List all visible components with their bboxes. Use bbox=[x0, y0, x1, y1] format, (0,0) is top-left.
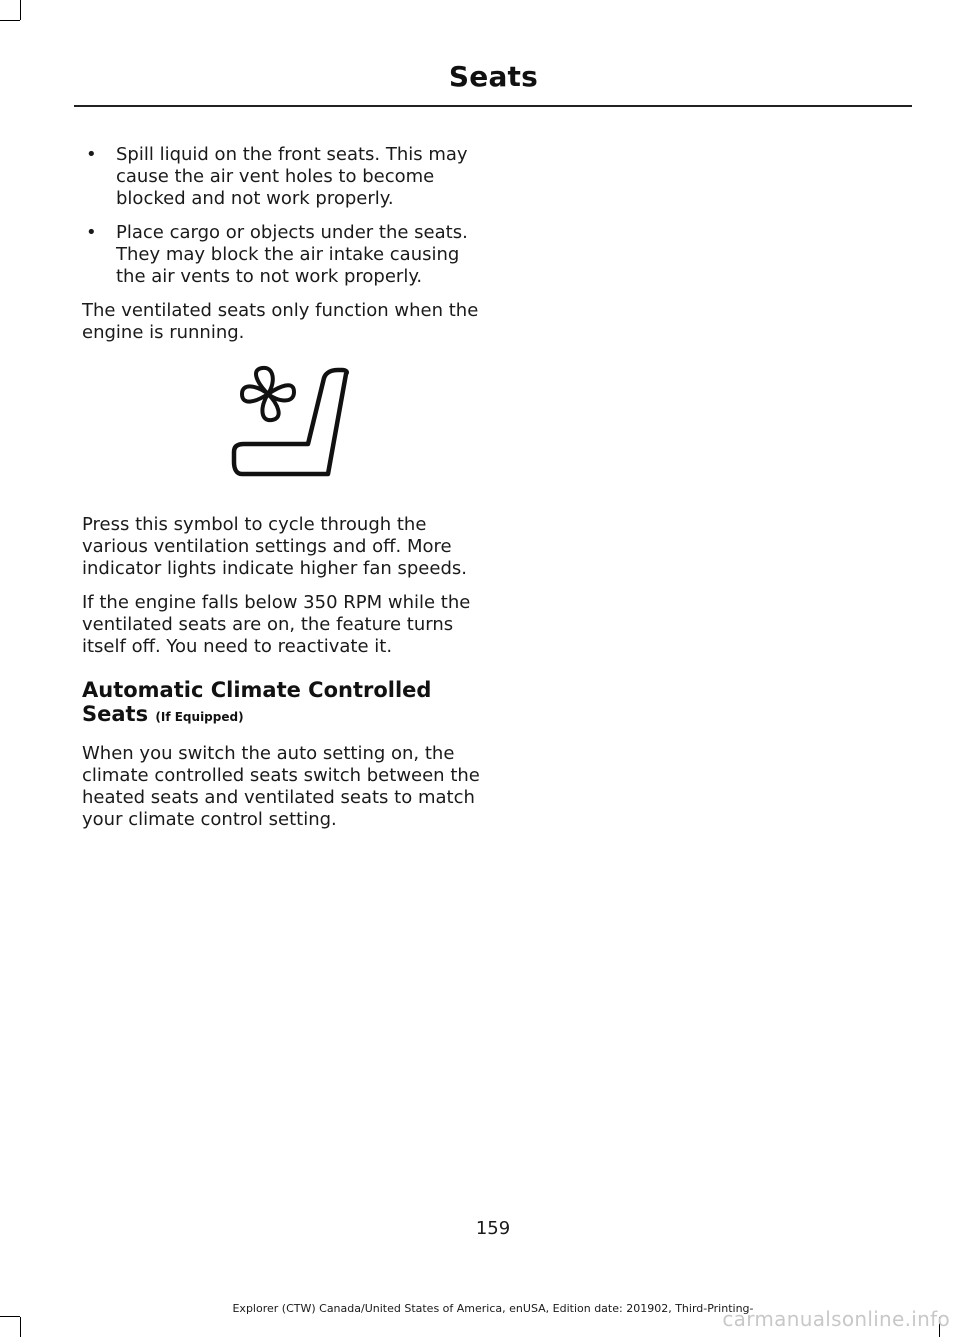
section-heading bbox=[82, 678, 482, 729]
bullet-text: Spill liquid on the front seats. This may cause the air vent holes to become blocked and not work properly. bbox=[116, 144, 468, 209]
page-number: 159 bbox=[475, 1218, 511, 1239]
list-item bbox=[82, 144, 482, 210]
figure bbox=[82, 358, 482, 498]
bullet-list bbox=[82, 144, 482, 288]
bullet-marker: • bbox=[86, 222, 97, 243]
paragraph-auto-setting: When you switch the auto setting on, the climate controlled seats switch between the heated seats and ventilated seats to match your climate control setting. bbox=[82, 743, 480, 830]
crop-mark-top-left-h bbox=[0, 20, 20, 21]
ventilated-seat-icon bbox=[228, 364, 358, 488]
watermark: carmanualsonline.info bbox=[722, 1307, 950, 1331]
paragraph-rpm: If the engine falls below 350 RPM while the ventilated seats are on, the feature turns itself off. You need to reactivate it. bbox=[82, 592, 471, 657]
edition-line: Explorer (CTW) Canada/United States of America, enUSA, Edition date: 201902, Third-Printing- bbox=[232, 1302, 754, 1315]
paragraph-press-symbol: Press this symbol to cycle through the various ventilation settings and off. More indicator lights indicate higher fan speeds. bbox=[82, 514, 467, 579]
content-column bbox=[82, 144, 482, 843]
paragraph-function: The ventilated seats only function when the engine is running. bbox=[82, 300, 479, 343]
crop-mark-bottom-left-h bbox=[0, 1316, 20, 1317]
section-heading-text: Automatic Climate Controlled Seats bbox=[82, 678, 432, 726]
bullet-text: Place cargo or objects under the seats. They may block the air intake causing the air vents to not work properly. bbox=[116, 222, 468, 287]
header-divider bbox=[74, 105, 912, 107]
crop-mark-bottom-left-v bbox=[20, 1317, 21, 1337]
section-qualifier: (If Equipped) bbox=[155, 710, 244, 724]
bullet-marker: • bbox=[86, 144, 97, 165]
page-title: Seats bbox=[448, 60, 538, 93]
list-item bbox=[82, 222, 482, 288]
crop-mark-top-left-v bbox=[20, 0, 21, 20]
